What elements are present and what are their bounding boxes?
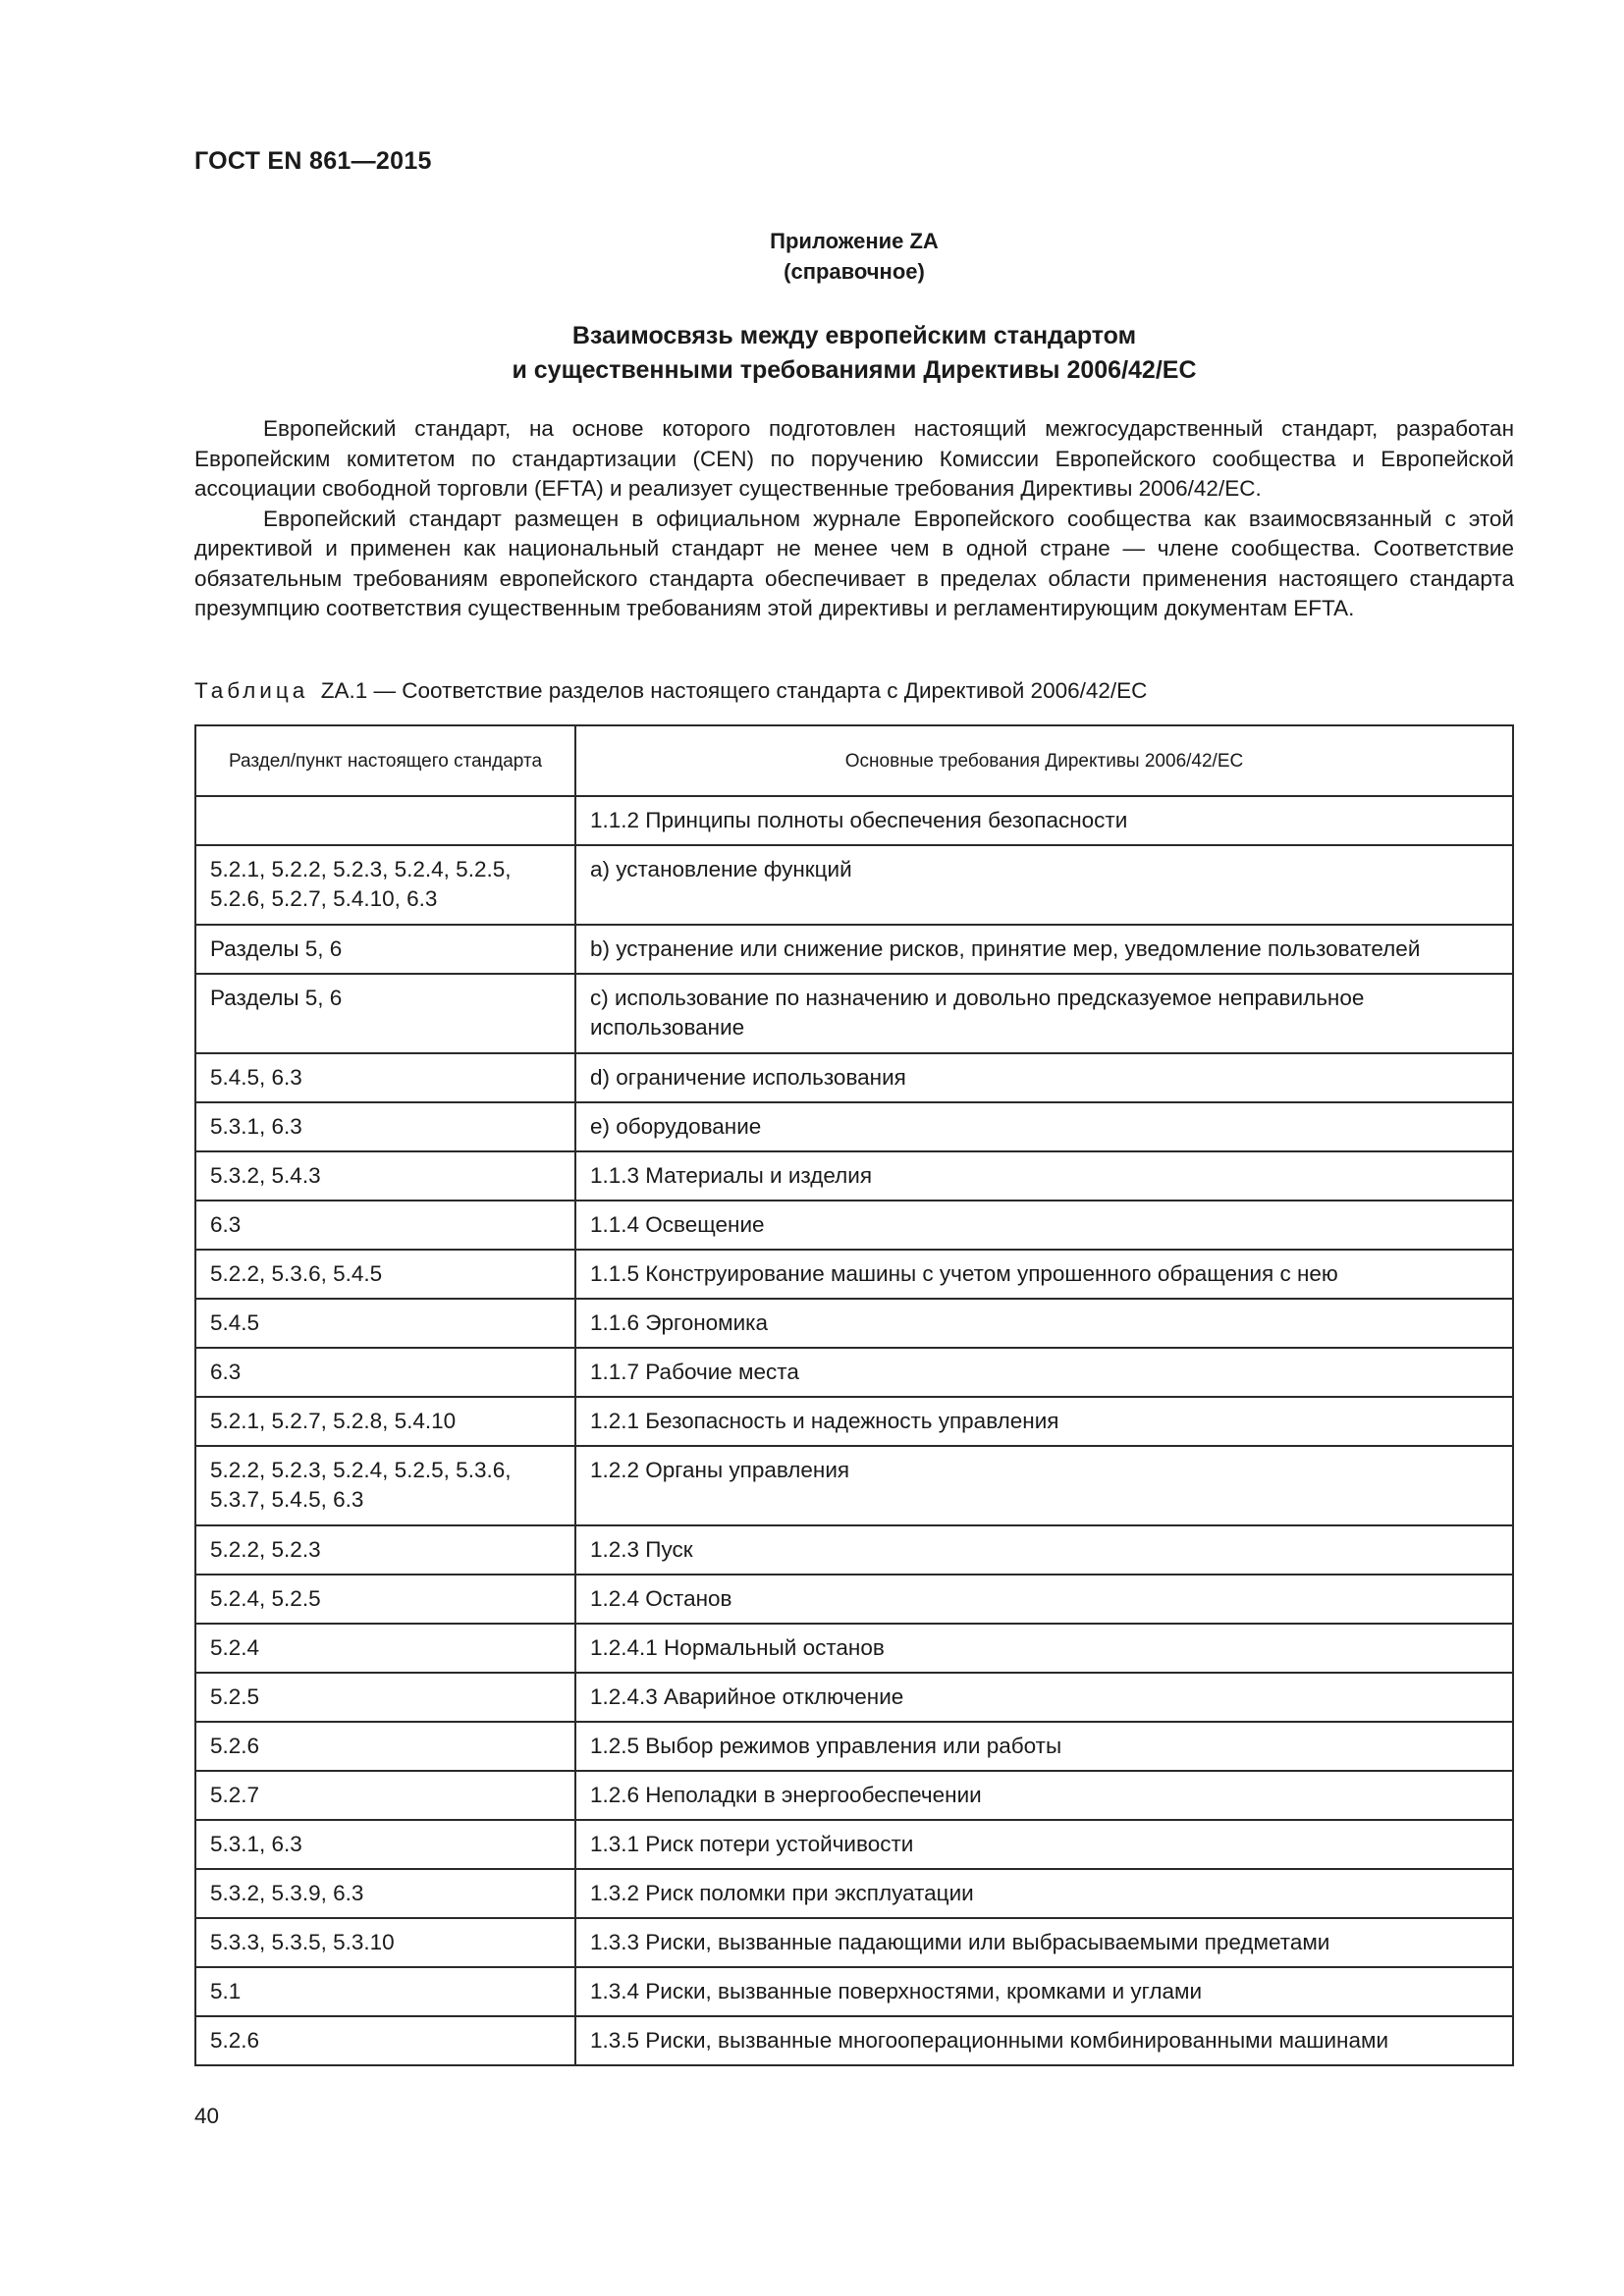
section-cell: 5.3.2, 5.3.9, 6.3 [195,1869,575,1918]
table-row [195,1250,1513,1299]
requirement-cell: 1.3.5 Риски, вызванные многооперационными комбинированными машинами [575,2016,1513,2065]
section-cell: 5.3.3, 5.3.5, 5.3.10 [195,1918,575,1967]
table-row [195,1299,1513,1348]
section-cell: 5.2.2, 5.3.6, 5.4.5 [195,1250,575,1299]
section-cell: 5.2.4, 5.2.5 [195,1575,575,1624]
table-row [195,925,1513,974]
table-row [195,1967,1513,2016]
section-cell: 5.2.1, 5.2.7, 5.2.8, 5.4.10 [195,1397,575,1446]
section-cell: Разделы 5, 6 [195,974,575,1053]
main-title [194,319,1514,388]
section-cell: 5.3.1, 6.3 [195,1820,575,1869]
intro-text [194,414,1514,624]
table-row [195,1446,1513,1525]
requirement-cell: 1.1.6 Эргономика [575,1299,1513,1348]
table-caption [194,678,1147,704]
table-row [195,1820,1513,1869]
requirement-cell: 1.3.3 Риски, вызванные падающими или выбрасываемыми предметами [575,1918,1513,1967]
requirement-cell: 1.2.2 Органы управления [575,1446,1513,1525]
requirement-cell: c) использование по назначению и довольно предсказуемое неправильное использование [575,974,1513,1053]
requirement-cell: 1.2.6 Неполадки в энергообеспечении [575,1771,1513,1820]
requirement-cell: 1.1.7 Рабочие места [575,1348,1513,1397]
requirement-cell: d) ограничение использования [575,1053,1513,1102]
section-cell: Разделы 5, 6 [195,925,575,974]
requirement-cell: 1.1.4 Освещение [575,1201,1513,1250]
requirement-cell: 1.3.1 Риск потери устойчивости [575,1820,1513,1869]
section-cell: 5.2.7 [195,1771,575,1820]
table-row [195,1771,1513,1820]
table-row [195,974,1513,1053]
annex-heading [194,226,1514,287]
page-number: 40 [194,2104,220,2128]
section-cell: 5.3.2, 5.4.3 [195,1151,575,1201]
section-cell: 6.3 [195,1348,575,1397]
requirement-cell: 1.3.2 Риск поломки при эксплуатации [575,1869,1513,1918]
annex-title: Приложение ZA [770,229,939,253]
requirement-cell: 1.1.5 Конструирование машины с учетом упрошенного обращения с нею [575,1250,1513,1299]
intro-paragraph: Европейский стандарт, на основе которого подготовлен настоящий межгосударственный стандарт, разработан Европейским комитетом по стандартизации (CEN) по поручению Комиссии Европейского сообщества и Европейской ассоциации свободной торговли (EFTA) и реализует существенные требования Директивы 2006/42/EC. [194,416,1514,501]
requirement-cell: 1.2.1 Безопасность и надежность управления [575,1397,1513,1446]
table-row [195,1102,1513,1151]
requirement-cell: 1.2.4.1 Нормальный останов [575,1624,1513,1673]
main-title-line-1: Взаимосвязь между европейским стандартом [571,322,1137,349]
section-cell [195,796,575,845]
section-cell: 5.2.5 [195,1673,575,1722]
table-row [195,1053,1513,1102]
requirement-cell: 1.2.3 Пуск [575,1525,1513,1575]
requirement-cell: 1.2.4 Останов [575,1575,1513,1624]
requirement-cell: 1.1.3 Материалы и изделия [575,1151,1513,1201]
table-row [195,1397,1513,1446]
table-row [195,1918,1513,1967]
table-row [195,796,1513,845]
requirement-cell: 1.2.5 Выбор режимов управления или работы [575,1722,1513,1771]
section-cell: 5.4.5 [195,1299,575,1348]
table-row [195,1575,1513,1624]
requirement-cell: e) оборудование [575,1102,1513,1151]
table-row [195,1722,1513,1771]
main-title-line-2: и существенными требованиями Директивы 2006/42/EC [512,356,1197,384]
table-row [195,2016,1513,2065]
table-caption-label: Таблица [194,678,309,703]
table-row [195,1151,1513,1201]
column-header-requirements: Основные требования Директивы 2006/42/EC [575,725,1513,796]
table-header-row [195,725,1513,796]
section-cell: 5.1 [195,1967,575,2016]
requirement-cell: b) устранение или снижение рисков, принятие мер, уведомление пользователей [575,925,1513,974]
section-cell: 5.4.5, 6.3 [195,1053,575,1102]
annex-type: (справочное) [784,259,925,284]
table-row [195,1201,1513,1250]
intro-paragraph: Европейский стандарт размещен в официальном журнале Европейского сообщества как взаимосвязанный с этой директивой и применен как национальный стандарт не менее чем в одной стране — члене сообщества. Соответствие обязательным требованиям европейского стандарта обеспечивает в пределах области применения настоящего стандарта презумпцию соответствия существенным требованиям этой директивы и регламентирующим документам EFTA. [194,506,1514,620]
table-row [195,1525,1513,1575]
section-cell: 5.2.4 [195,1624,575,1673]
document-code: ГОСТ EN 861—2015 [194,147,432,175]
requirement-cell: a) установление функций [575,845,1513,925]
section-cell: 5.2.6 [195,1722,575,1771]
correspondence-table [194,724,1514,2066]
requirement-cell: 1.3.4 Риски, вызванные поверхностями, кромками и углами [575,1967,1513,2016]
requirement-cell: 1.1.2 Принципы полноты обеспечения безопасности [575,796,1513,845]
table-row [195,845,1513,925]
section-cell: 5.3.1, 6.3 [195,1102,575,1151]
table-row [195,1673,1513,1722]
section-cell: 5.2.2, 5.2.3, 5.2.4, 5.2.5, 5.3.6, 5.3.7, 5.4.5, 6.3 [195,1446,575,1525]
table-row [195,1348,1513,1397]
section-cell: 6.3 [195,1201,575,1250]
table-row [195,1869,1513,1918]
table-row [195,1624,1513,1673]
section-cell: 5.2.6 [195,2016,575,2065]
column-header-section: Раздел/пункт настоящего стандарта [195,725,575,796]
section-cell: 5.2.2, 5.2.3 [195,1525,575,1575]
requirement-cell: 1.2.4.3 Аварийное отключение [575,1673,1513,1722]
section-cell: 5.2.1, 5.2.2, 5.2.3, 5.2.4, 5.2.5, 5.2.6, 5.2.7, 5.4.10, 6.3 [195,845,575,925]
table-caption-text: ZA.1 — Соответствие разделов настоящего стандарта с Директивой 2006/42/EC [320,678,1148,703]
